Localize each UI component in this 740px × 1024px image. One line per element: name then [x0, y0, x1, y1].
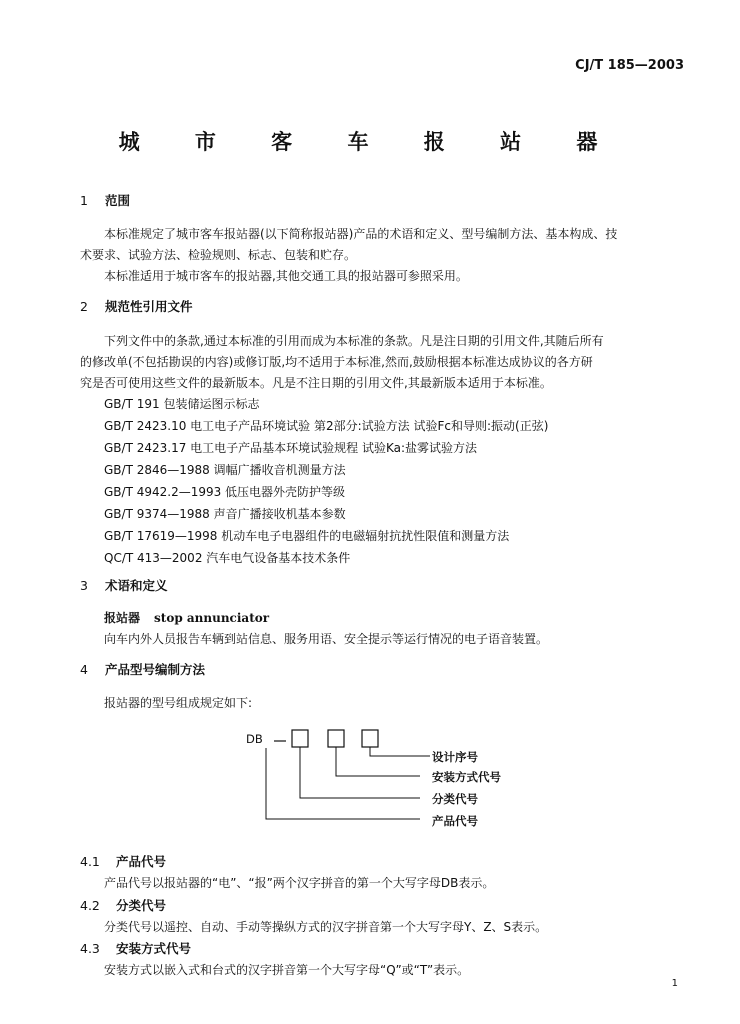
- subsection-text: 分类代号以遥控、自动、手动等操纵方式的汉字拼音第一个大写字母Y、Z、S表示。: [104, 920, 548, 934]
- subsection-number: 4.1: [80, 854, 100, 869]
- paragraph-line: 本标准规定了城市客车报站器(以下简称报站器)产品的术语和定义、型号编制方法、基本构成、技: [104, 227, 618, 241]
- subsection-title: 产品代号: [116, 854, 167, 869]
- section-3-heading: [80, 576, 168, 594]
- section-title: 产品型号编制方法: [105, 662, 206, 677]
- diagram-label-installation: 安装方式代号: [432, 770, 501, 784]
- diagram-lines: [240, 726, 560, 836]
- diagram-label-design-serial: 设计序号: [432, 750, 478, 764]
- reference-item: GB/T 191 包装储运图示标志: [104, 397, 260, 411]
- page-number: 1: [671, 978, 678, 989]
- diagram-label-classification: 分类代号: [432, 792, 478, 806]
- paragraph-line: 下列文件中的条款,通过本标准的引用而成为本标准的条款。凡是注日期的引用文件,其随后所有: [104, 334, 604, 348]
- subsection-number: 4.3: [80, 941, 100, 956]
- term-definition: 向车内外人员报告车辆到站信息、服务用语、安全提示等运行情况的电子语音装置。: [104, 632, 549, 646]
- diagram-prefix: DB: [246, 732, 263, 746]
- paragraph-line: 究是否可使用这些文件的最新版本。凡是不注日期的引用文件,其最新版本适用于本标准。: [80, 376, 552, 390]
- section-title: 范围: [105, 193, 131, 208]
- subsection-4-1-heading: [80, 852, 166, 870]
- document-title: 城 市 客 车 报 站 器: [118, 130, 622, 154]
- section-4-heading: [80, 660, 205, 678]
- reference-item: GB/T 2846—1988 调幅广播收音机测量方法: [104, 463, 346, 477]
- section-number: 4: [80, 662, 88, 677]
- subsection-text: 产品代号以报站器的“电”、“报”两个汉字拼音的第一个大写字母DB表示。: [104, 876, 495, 890]
- section-title: 术语和定义: [105, 578, 168, 593]
- term-entry: [104, 609, 269, 626]
- subsection-title: 安装方式代号: [116, 941, 192, 956]
- reference-item: GB/T 2423.10 电工电子产品环境试验 第2部分:试验方法 试验Fc和导则:振动(正弦): [104, 419, 549, 433]
- reference-item: QC/T 413—2002 汽车电气设备基本技术条件: [104, 551, 351, 565]
- diagram-label-product: 产品代号: [432, 814, 478, 828]
- term-chinese: 报站器: [104, 611, 141, 625]
- subsection-text: 安装方式以嵌入式和台式的汉字拼音第一个大写字母“Q”或“T”表示。: [104, 963, 470, 977]
- reference-item: GB/T 9374—1988 声音广播接收机基本参数: [104, 507, 346, 521]
- section-2-heading: [80, 297, 193, 315]
- section-number: 3: [80, 578, 88, 593]
- standard-code: CJ/T 185—2003: [575, 58, 684, 73]
- reference-item: GB/T 4942.2—1993 低压电器外壳防护等级: [104, 485, 346, 499]
- reference-item: GB/T 17619—1998 机动车电子电器组件的电磁辐射抗扰性限值和测量方法: [104, 529, 510, 543]
- subsection-number: 4.2: [80, 898, 100, 913]
- subsection-4-2-heading: [80, 896, 166, 914]
- model-number-diagram: [240, 726, 560, 836]
- subsection-title: 分类代号: [116, 898, 167, 913]
- section-number: 2: [80, 299, 88, 314]
- section-number: 1: [80, 193, 88, 208]
- paragraph-line: 术要求、试验方法、检验规则、标志、包装和贮存。: [80, 248, 357, 262]
- reference-item: GB/T 2423.17 电工电子产品基本环境试验规程 试验Ka:盐雾试验方法: [104, 441, 478, 455]
- section-title: 规范性引用文件: [105, 299, 193, 314]
- subsection-4-3-heading: [80, 939, 191, 957]
- paragraph-line: 本标准适用于城市客车的报站器,其他交通工具的报站器可参照采用。: [104, 269, 468, 283]
- section-1-heading: [80, 191, 130, 209]
- paragraph-line: 报站器的型号组成规定如下:: [104, 696, 253, 710]
- paragraph-line: 的修改单(不包括勘误的内容)或修订版,均不适用于本标准,然而,鼓励根据本标准达成协议的各方研: [80, 355, 593, 369]
- term-english: stop annunciator: [154, 611, 270, 625]
